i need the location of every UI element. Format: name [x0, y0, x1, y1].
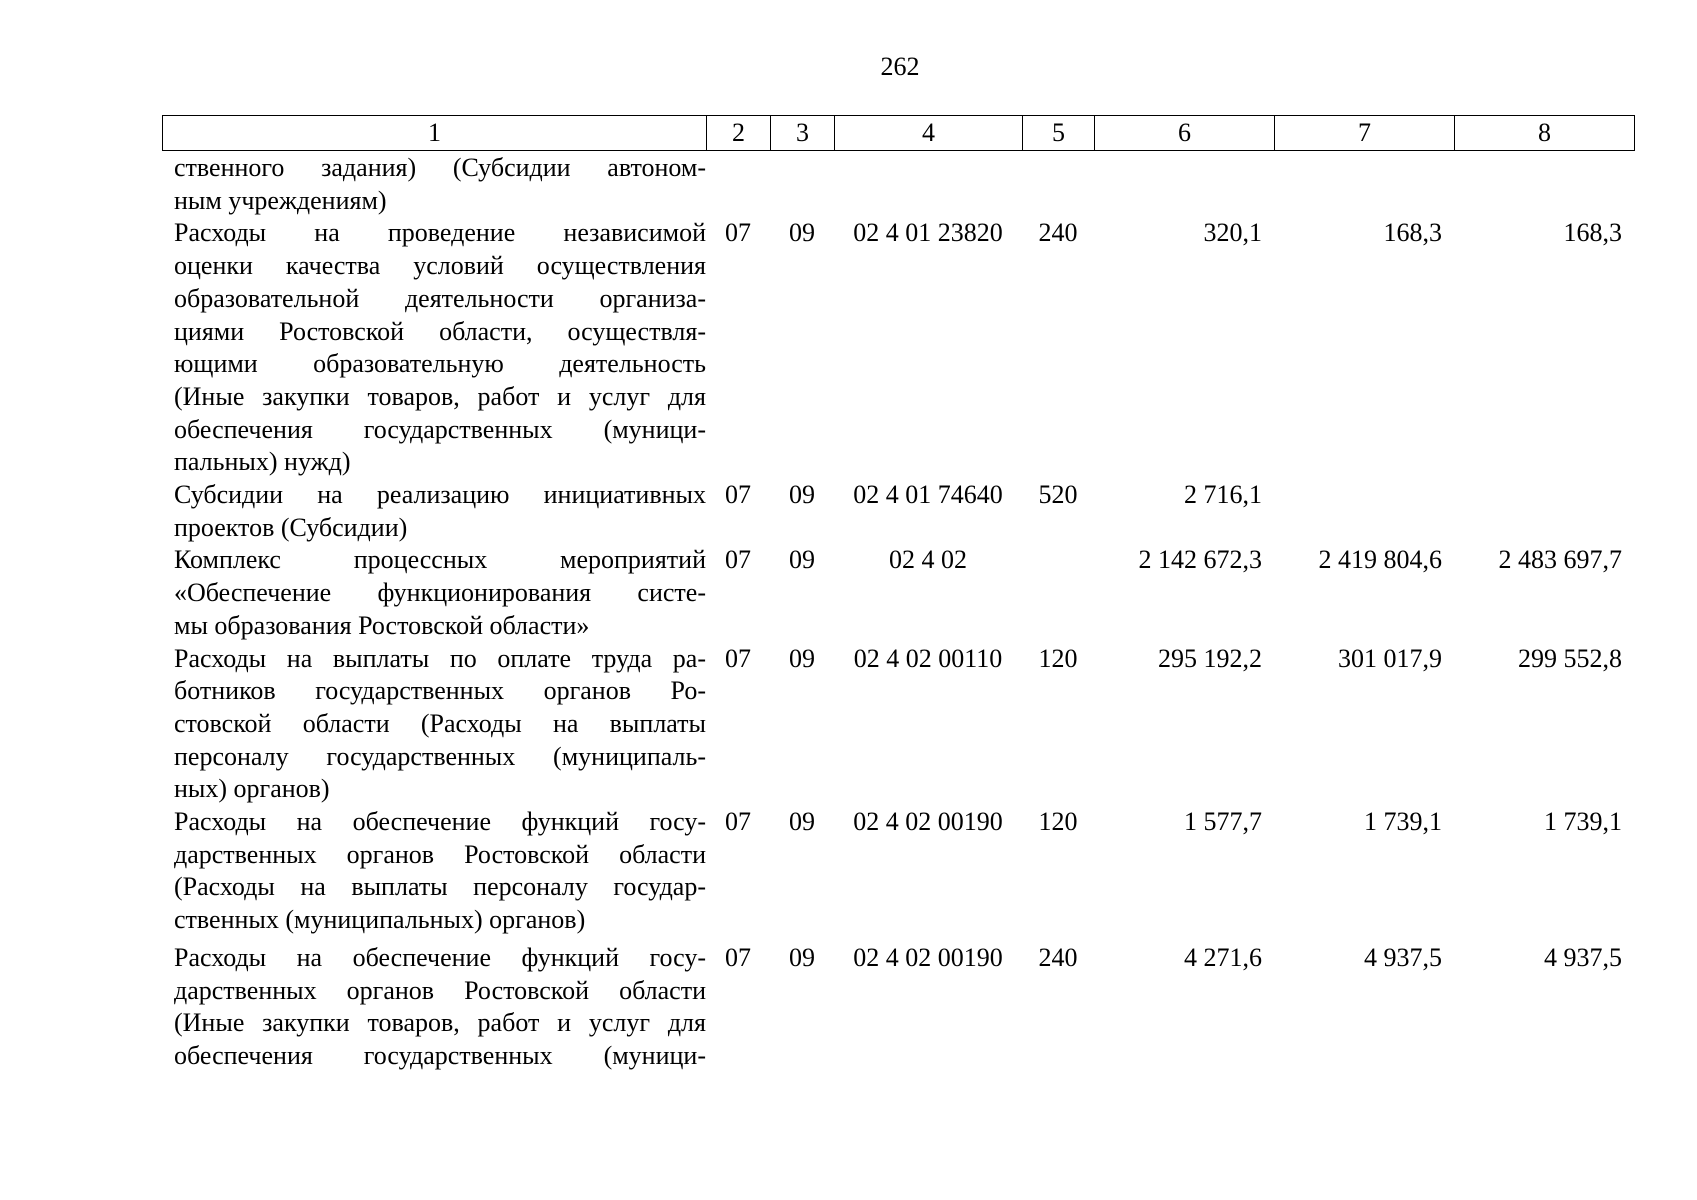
description-line: (Иные закупки товаров, работ и услуг для — [174, 1008, 706, 1038]
table-body — [162, 152, 1638, 1073]
row-description — [162, 806, 706, 937]
description-line: образовательной деятельности организа- — [174, 283, 706, 313]
description-line: Расходы на проведение независимой — [174, 218, 706, 248]
row-description — [162, 152, 706, 217]
cell-amount-col7: 1 739,1 — [1364, 807, 1442, 837]
column-header-6: 6 — [1095, 116, 1275, 151]
cell-amount-col6: 4 271,6 — [1184, 942, 1262, 972]
description-line: ных) органов) — [174, 774, 330, 804]
description-line: (Иные закупки товаров, работ и услуг для — [174, 381, 706, 411]
table-row — [162, 217, 1638, 479]
description-line: (Расходы на выплаты персоналу государ- — [174, 872, 706, 902]
table-row — [162, 479, 1638, 544]
cell-target-code: 02 4 02 00190 — [853, 807, 1003, 837]
cell-expense-type: 520 — [1038, 480, 1078, 510]
description-line: циями Ростовской области, осуществля- — [174, 316, 706, 346]
cell-amount-col8: 4 937,5 — [1544, 942, 1622, 972]
cell-expense-type: 120 — [1038, 807, 1078, 837]
description-line: Расходы на выплаты по оплате труда ра- — [174, 643, 706, 673]
column-header-7: 7 — [1275, 116, 1455, 151]
column-header-1: 1 — [163, 116, 707, 151]
cell-amount-col8: 168,3 — [1563, 218, 1622, 248]
cell-subsection: 09 — [789, 480, 815, 510]
cell-amount-col8: 2 483 697,7 — [1498, 545, 1622, 575]
cell-subsection: 09 — [789, 545, 815, 575]
cell-subsection: 09 — [789, 942, 815, 972]
cell-amount-col6: 320,1 — [1203, 218, 1262, 248]
table-row — [162, 942, 1638, 1073]
description-line: ботников государственных органов Ро- — [174, 676, 706, 706]
description-line: Комплекс процессных мероприятий — [174, 545, 706, 575]
cell-amount-col6: 2 142 672,3 — [1138, 545, 1262, 575]
column-header-8: 8 — [1455, 116, 1635, 151]
description-line: ным учреждениям) — [174, 185, 387, 215]
description-line: оценки качества условий осуществления — [174, 251, 706, 281]
cell-amount-col7: 168,3 — [1383, 218, 1442, 248]
table-row — [162, 806, 1638, 937]
description-line: проектов (Субсидии) — [174, 512, 408, 542]
description-line: обеспечения государственных (муници- — [174, 414, 706, 444]
cell-amount-col6: 295 192,2 — [1158, 643, 1262, 673]
cell-target-code: 02 4 02 00190 — [853, 942, 1003, 972]
description-line: ющими образовательную деятельность — [174, 349, 706, 379]
row-description — [162, 643, 706, 807]
cell-target-code: 02 4 02 — [889, 545, 967, 575]
row-description — [162, 479, 706, 544]
cell-amount-col7: 301 017,9 — [1338, 643, 1442, 673]
description-line: мы образования Ростовской области» — [174, 610, 590, 640]
column-header-row — [163, 116, 1635, 151]
cell-amount-col8: 299 552,8 — [1518, 643, 1622, 673]
cell-subsection: 09 — [789, 218, 815, 248]
cell-section: 07 — [725, 480, 751, 510]
cell-target-code: 02 4 01 23820 — [853, 218, 1003, 248]
cell-amount-col6: 2 716,1 — [1184, 480, 1262, 510]
row-description — [162, 942, 706, 1073]
description-line: персоналу государственных (муниципаль- — [174, 741, 706, 771]
table-row — [162, 643, 1638, 807]
description-line: дарственных органов Ростовской области — [174, 839, 706, 869]
cell-subsection: 09 — [789, 643, 815, 673]
column-header-2: 2 — [707, 116, 771, 151]
cell-amount-col6: 1 577,7 — [1184, 807, 1262, 837]
cell-amount-col7: 2 419 804,6 — [1318, 545, 1442, 575]
description-line: пальных) нужд) — [174, 447, 351, 477]
description-line: дарственных органов Ростовской области — [174, 975, 706, 1005]
page-number: 262 — [880, 52, 920, 81]
description-line: стовской области (Расходы на выплаты — [174, 708, 706, 738]
cell-section: 07 — [725, 807, 751, 837]
row-description — [162, 217, 706, 479]
table-row — [162, 544, 1638, 642]
cell-expense-type: 120 — [1038, 643, 1078, 673]
column-header-table — [162, 115, 1635, 151]
cell-amount-col7: 4 937,5 — [1364, 942, 1442, 972]
column-header-5: 5 — [1023, 116, 1095, 151]
cell-subsection: 09 — [789, 807, 815, 837]
column-header-3: 3 — [771, 116, 835, 151]
cell-target-code: 02 4 02 00110 — [853, 643, 1003, 673]
row-description — [162, 544, 706, 642]
cell-expense-type: 240 — [1038, 218, 1078, 248]
cell-section: 07 — [725, 643, 751, 673]
cell-section: 07 — [725, 942, 751, 972]
cell-expense-type: 240 — [1038, 942, 1078, 972]
description-line: ственного задания) (Субсидии автоном- — [174, 153, 706, 182]
description-line: ственных (муниципальных) органов) — [174, 905, 586, 935]
column-header-4: 4 — [835, 116, 1023, 151]
description-line: обеспечения государственных (муници- — [174, 1040, 706, 1070]
cell-amount-col8: 1 739,1 — [1544, 807, 1622, 837]
cell-section: 07 — [725, 218, 751, 248]
description-line: Расходы на обеспечение функций госу- — [174, 807, 706, 837]
table-row — [162, 152, 1638, 217]
description-line: Субсидии на реализацию инициативных — [174, 480, 706, 510]
description-line: «Обеспечение функционирования систе- — [174, 578, 706, 608]
description-line: Расходы на обеспечение функций госу- — [174, 942, 706, 972]
cell-target-code: 02 4 01 74640 — [853, 480, 1003, 510]
cell-section: 07 — [725, 545, 751, 575]
